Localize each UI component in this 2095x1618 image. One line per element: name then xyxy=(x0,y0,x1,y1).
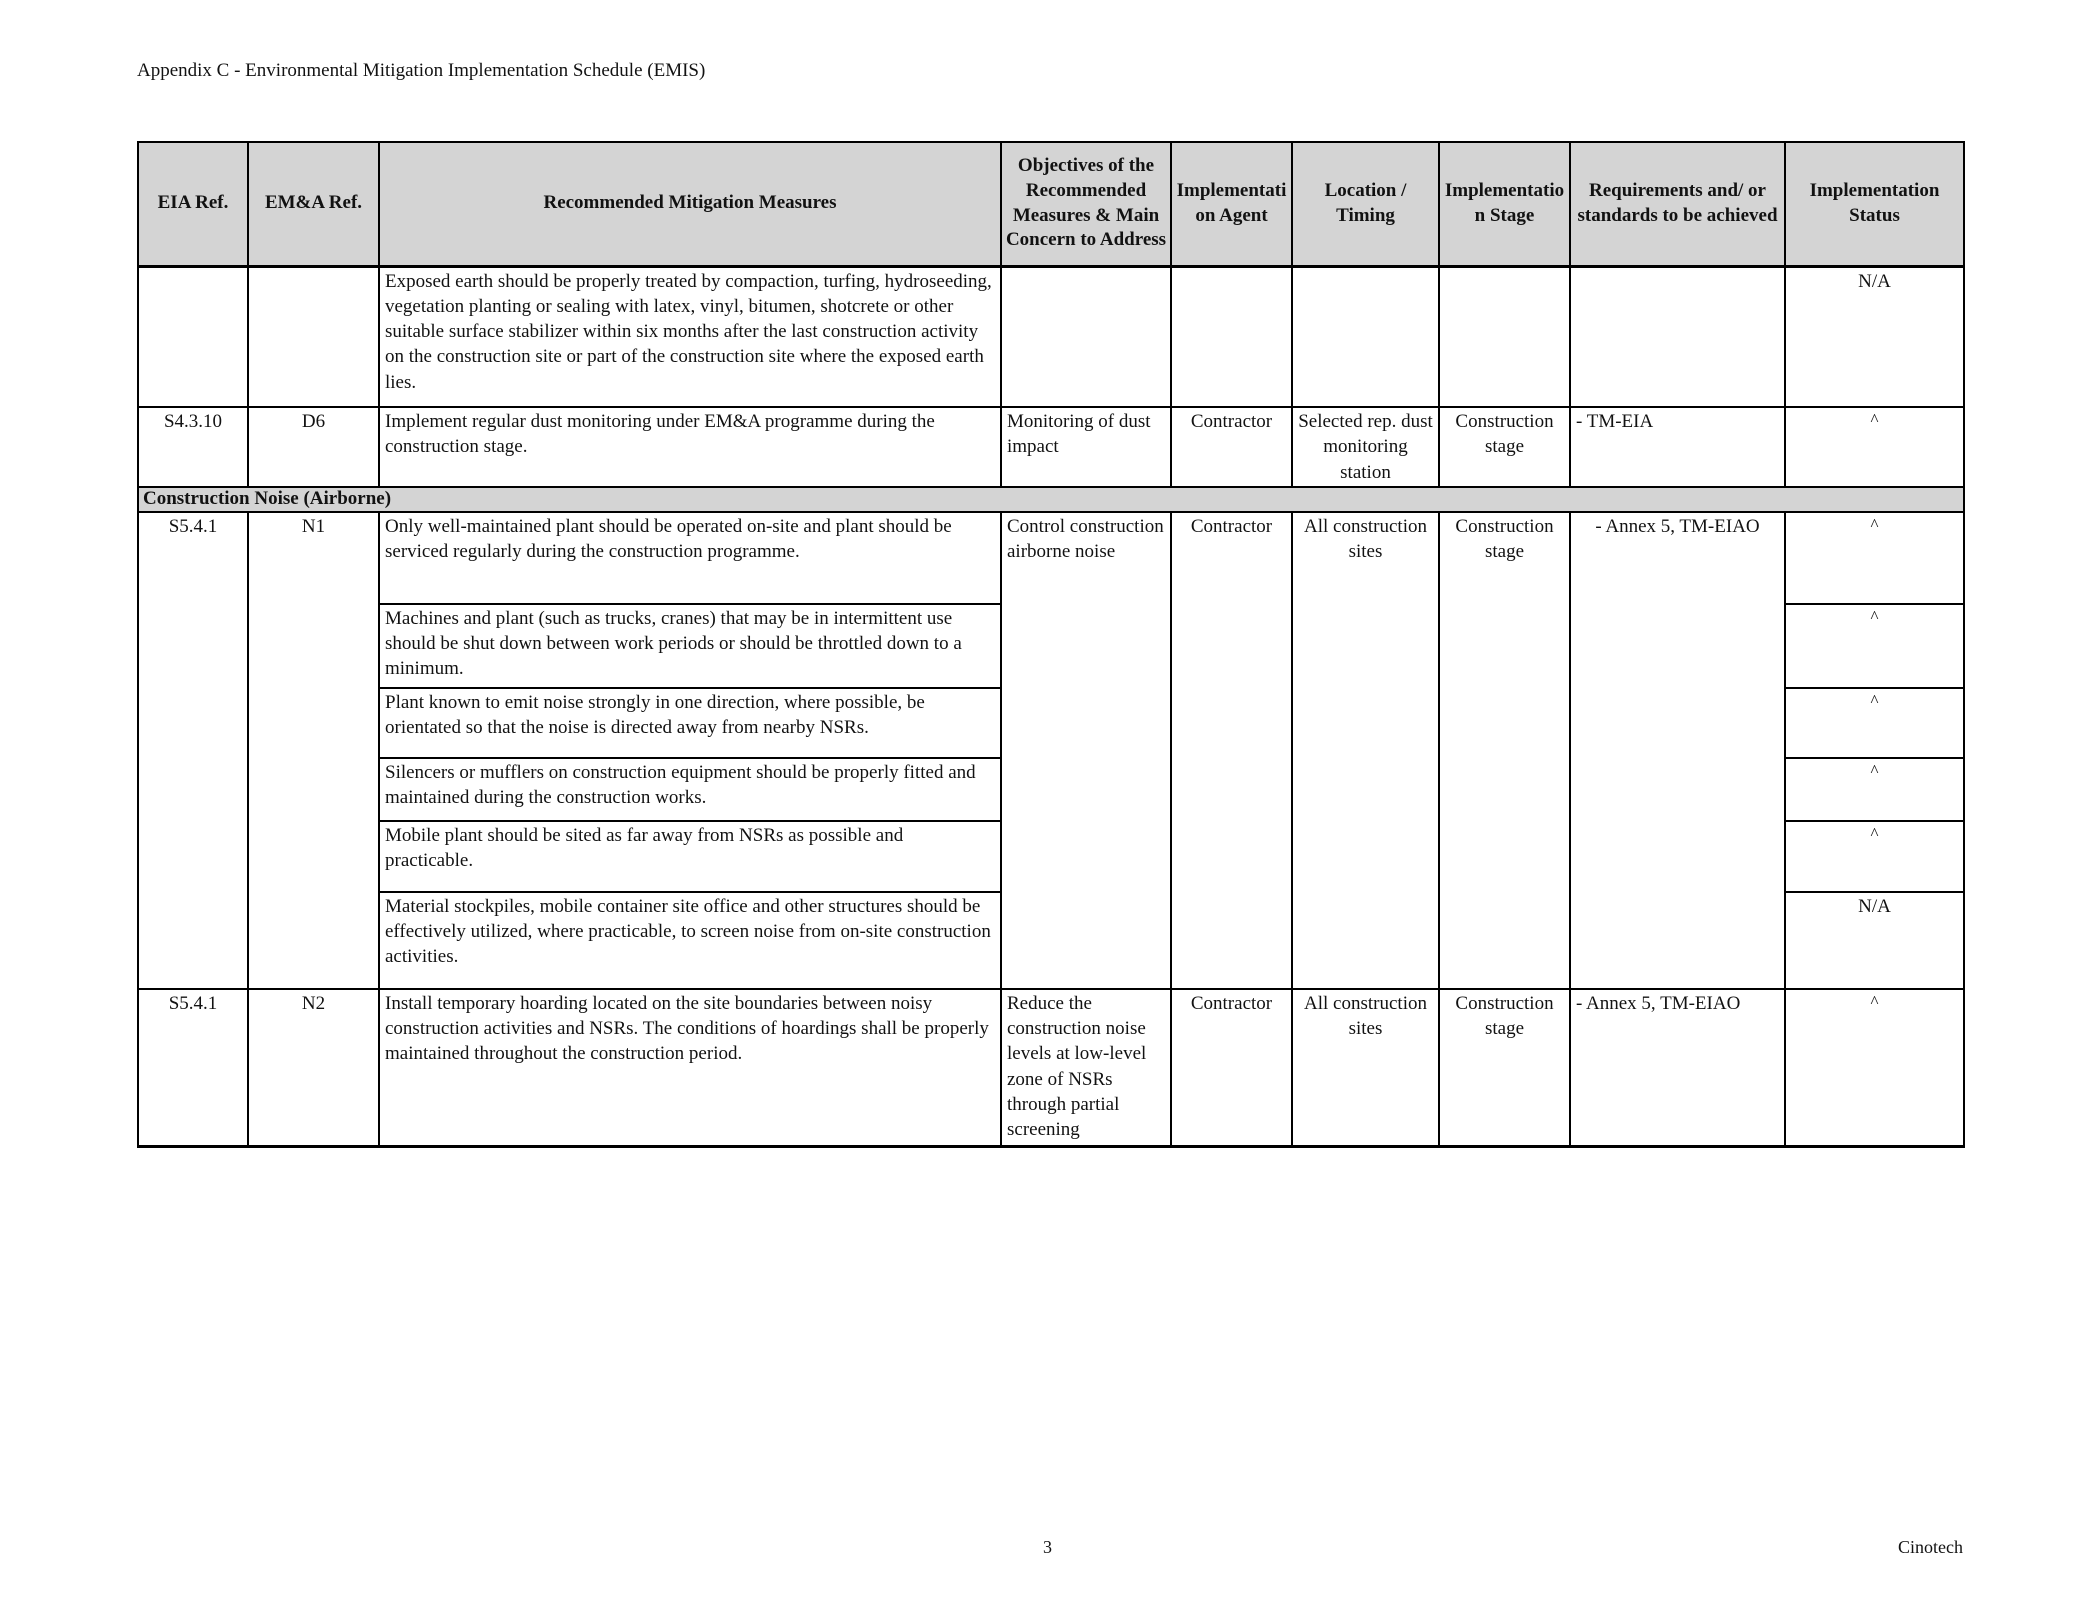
row-exposed-earth xyxy=(138,266,1964,407)
eia-ref-cell: S5.4.1 xyxy=(138,989,248,1147)
location-cell: Selected rep. dust monitoring station xyxy=(1292,407,1439,487)
status-cell: ^ xyxy=(1785,688,1964,758)
location-cell: All construction sites xyxy=(1292,512,1439,989)
ema-ref-cell: N1 xyxy=(248,512,379,989)
status-cell: ^ xyxy=(1785,407,1964,487)
col-header-agent: Implementation Agent xyxy=(1171,142,1292,266)
col-header-stage: Implementation Stage xyxy=(1439,142,1570,266)
status-cell: ^ xyxy=(1785,604,1964,688)
emis-table xyxy=(137,141,1965,1148)
row-n2-hoarding xyxy=(138,989,1964,1147)
status-cell: ^ xyxy=(1785,512,1964,604)
agent-cell: Contractor xyxy=(1171,989,1292,1147)
page-number: 3 xyxy=(1043,1537,1052,1557)
col-header-location-timing: Location / Timing xyxy=(1292,142,1439,266)
status-cell: ^ xyxy=(1785,758,1964,821)
col-header-measures: Recommended Mitigation Measures xyxy=(379,142,1001,266)
requirements-cell: - Annex 5, TM-EIAO xyxy=(1570,512,1785,989)
measure-cell: Silencers or mufflers on construction equipment should be properly fitted and maintained during the construction works. xyxy=(379,758,1001,821)
measure-cell: Exposed earth should be properly treated by compaction, turfing, hydroseeding, vegetation planting or sealing with latex, vinyl, bitumen, shotcrete or other suitable surface stabilizer within six months after the last construction activity on the construction site or part of the construction site where the exposed earth lies. xyxy=(379,266,1001,407)
section-header-label: Construction Noise (Airborne) xyxy=(138,487,1964,512)
empty-stage-cell xyxy=(1439,266,1570,407)
table-header-row xyxy=(138,142,1964,266)
footer-brand: Cinotech xyxy=(1898,1537,1963,1557)
status-cell: ^ xyxy=(1785,989,1964,1147)
eia-ref-cell: S4.3.10 xyxy=(138,407,248,487)
col-header-status: Implementation Status xyxy=(1785,142,1964,266)
objective-cell: Reduce the construction noise levels at low-level zone of NSRs through partial screening xyxy=(1001,989,1171,1147)
status-cell: N/A xyxy=(1785,266,1964,407)
ema-ref-cell: N2 xyxy=(248,989,379,1147)
requirements-cell: - Annex 5, TM-EIAO xyxy=(1570,989,1785,1147)
objective-cell: Control construction airborne noise xyxy=(1001,512,1171,989)
measure-cell: Implement regular dust monitoring under EM&A programme during the construction stage. xyxy=(379,407,1001,487)
measure-cell: Install temporary hoarding located on the site boundaries between noisy construction activities and NSRs. The conditions of hoardings shall be properly maintained throughout the construction period. xyxy=(379,989,1001,1147)
empty-agent-cell xyxy=(1171,266,1292,407)
measure-cell: Plant known to emit noise strongly in one direction, where possible, be orientated so that the noise is directed away from nearby NSRs. xyxy=(379,688,1001,758)
eia-ref-cell: S5.4.1 xyxy=(138,512,248,989)
measure-cell: Only well-maintained plant should be operated on-site and plant should be serviced regularly during the construction programme. xyxy=(379,512,1001,604)
stage-cell: Construction stage xyxy=(1439,407,1570,487)
col-header-requirements: Requirements and/ or standards to be achieved xyxy=(1570,142,1785,266)
measure-cell: Material stockpiles, mobile container site office and other structures should be effectively utilized, where practicable, to screen noise from on-site construction activities. xyxy=(379,892,1001,989)
col-header-objectives: Objectives of the Recommended Measures & Main Concern to Address xyxy=(1001,142,1171,266)
status-cell: ^ xyxy=(1785,821,1964,892)
measure-cell: Mobile plant should be sited as far away from NSRs as possible and practicable. xyxy=(379,821,1001,892)
status-cell: N/A xyxy=(1785,892,1964,989)
empty-requirements-cell xyxy=(1570,266,1785,407)
agent-cell: Contractor xyxy=(1171,512,1292,989)
objective-cell: Monitoring of dust impact xyxy=(1001,407,1171,487)
empty-location-cell xyxy=(1292,266,1439,407)
row-n1-measure-1 xyxy=(138,512,1964,604)
empty-ema-ref-cell xyxy=(248,266,379,407)
appendix-title: Appendix C - Environmental Mitigation Implementation Schedule (EMIS) xyxy=(137,60,706,81)
agent-cell: Contractor xyxy=(1171,407,1292,487)
location-cell: All construction sites xyxy=(1292,989,1439,1147)
stage-cell: Construction stage xyxy=(1439,512,1570,989)
ema-ref-cell: D6 xyxy=(248,407,379,487)
col-header-ema-ref: EM&A Ref. xyxy=(248,142,379,266)
col-header-eia-ref: EIA Ref. xyxy=(138,142,248,266)
stage-cell: Construction stage xyxy=(1439,989,1570,1147)
requirements-cell: - TM-EIA xyxy=(1570,407,1785,487)
measure-cell: Machines and plant (such as trucks, cranes) that may be in intermittent use should be shut down between work periods or should be throttled down to a minimum. xyxy=(379,604,1001,688)
row-dust-monitoring xyxy=(138,407,1964,487)
section-header-construction-noise xyxy=(138,487,1964,512)
empty-objective-cell xyxy=(1001,266,1171,407)
empty-eia-ref-cell xyxy=(138,266,248,407)
